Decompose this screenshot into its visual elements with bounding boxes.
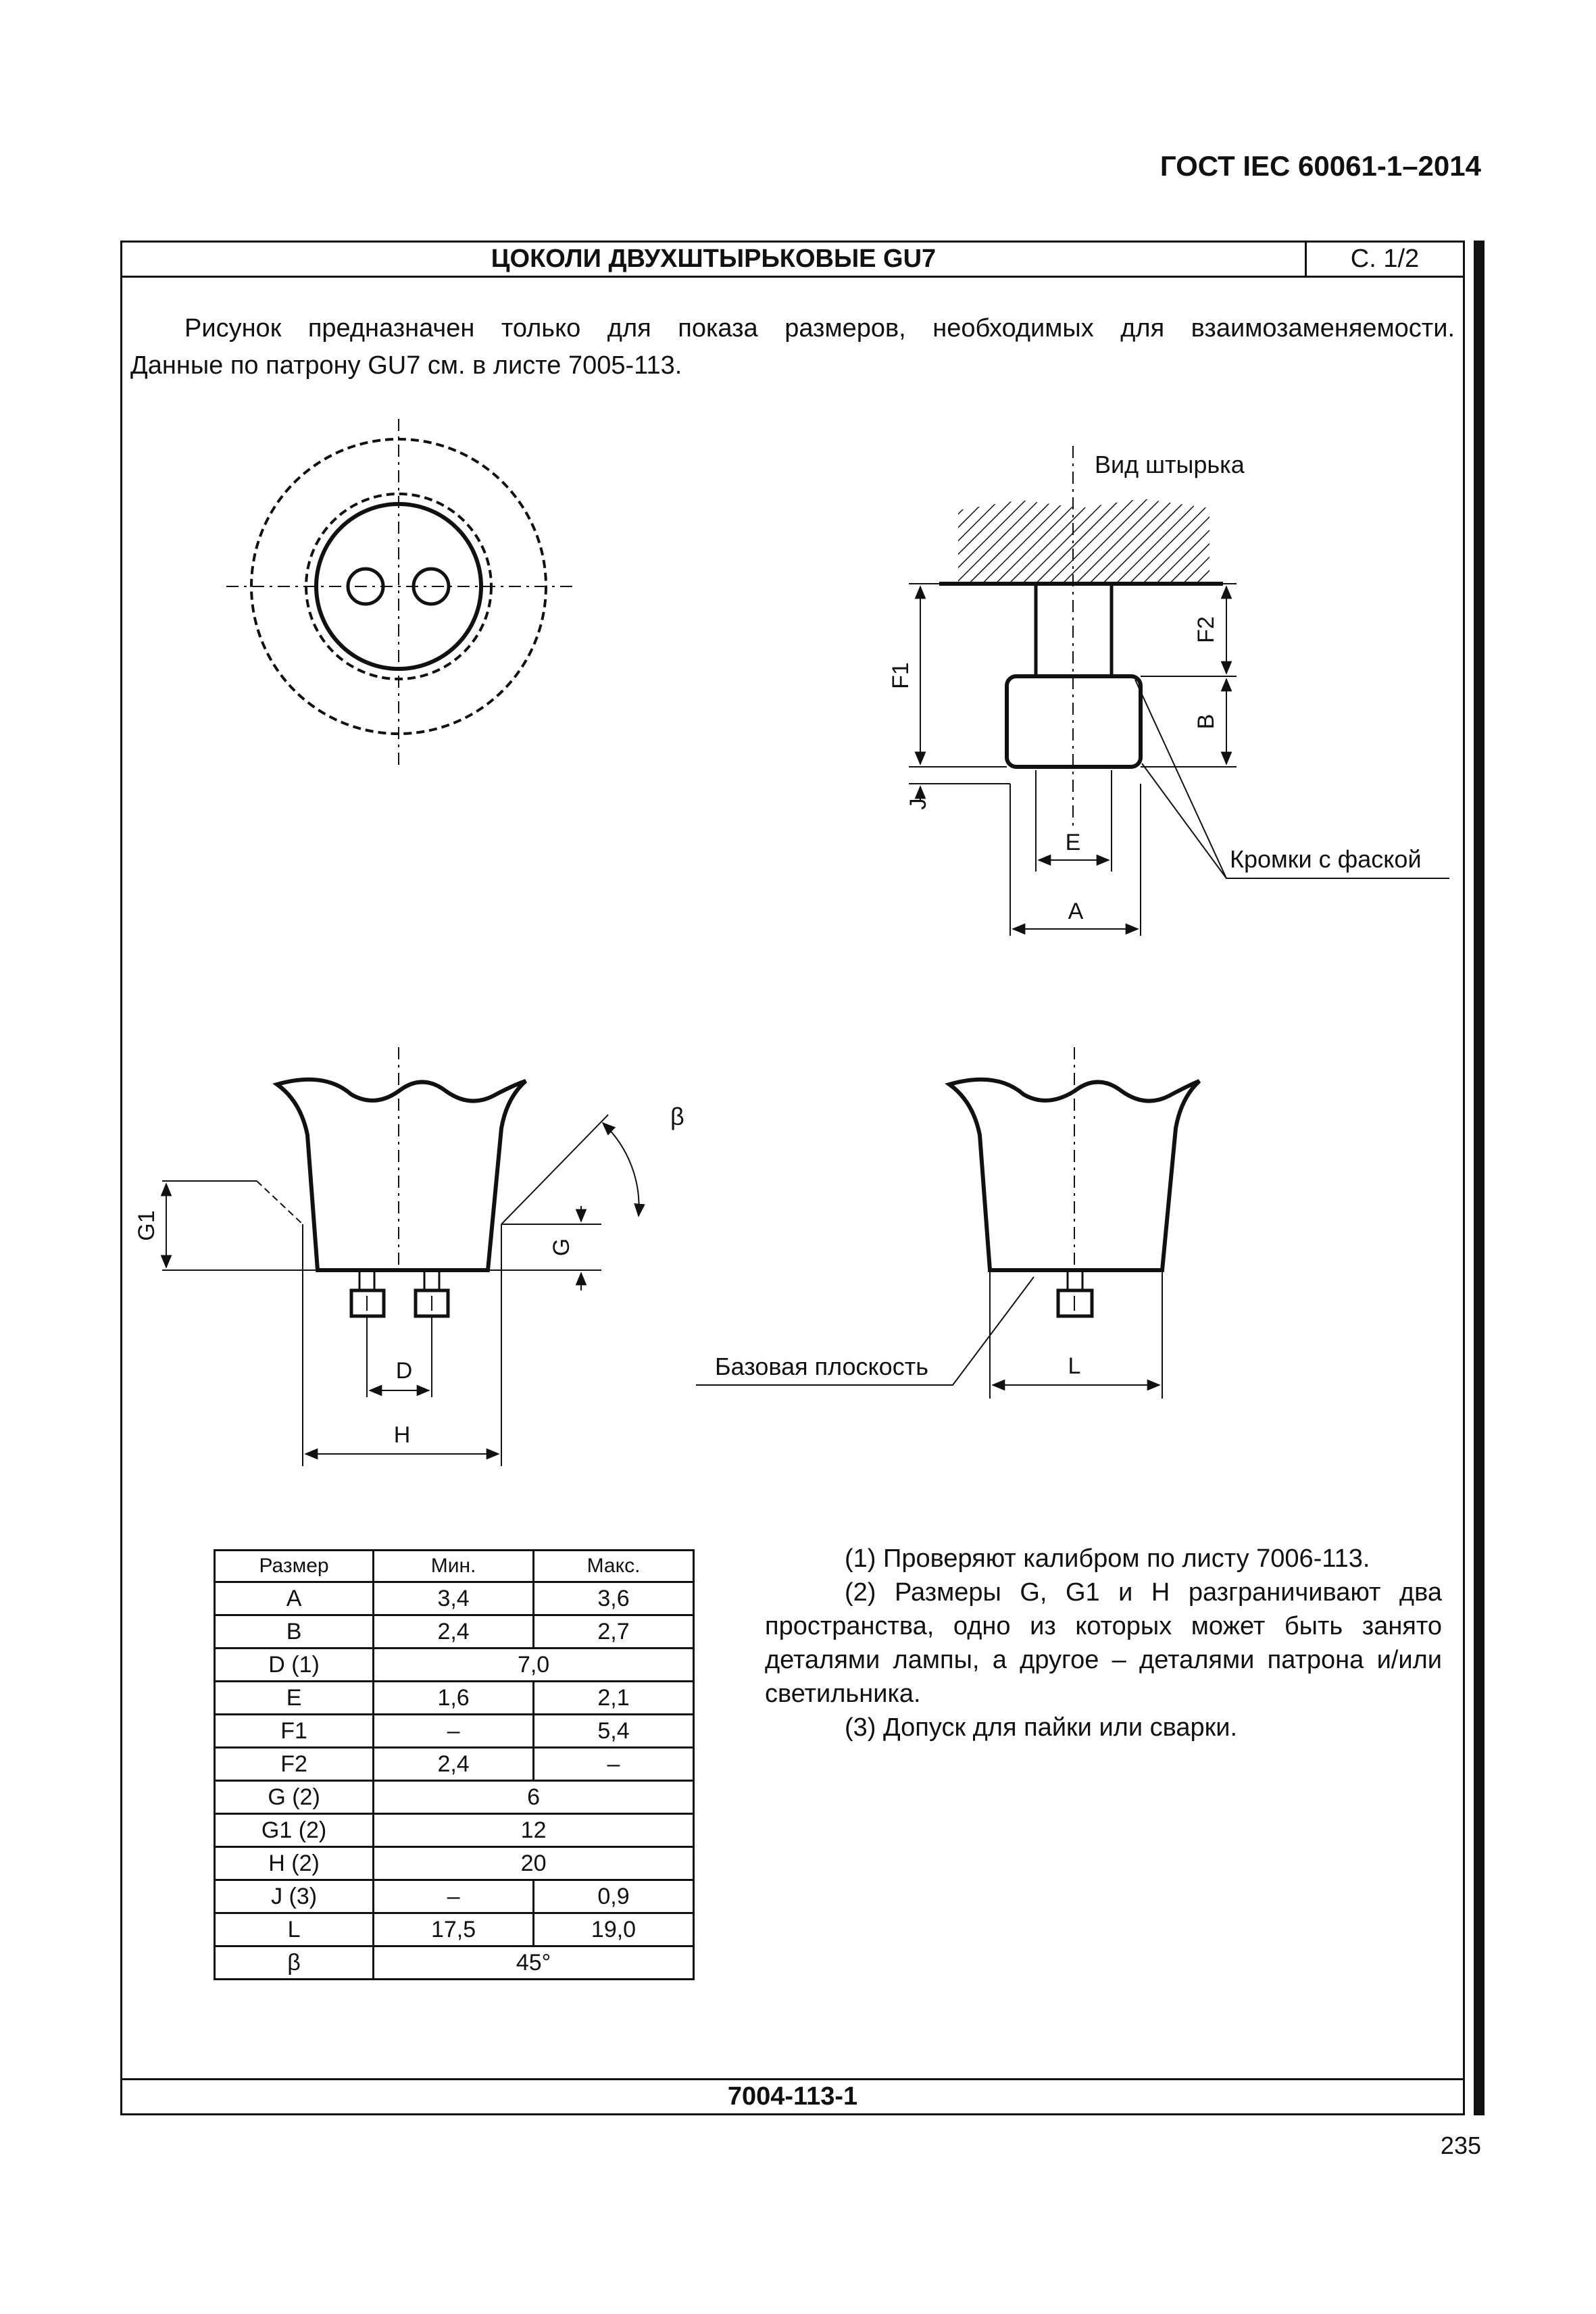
- row-max: 5,4: [534, 1715, 694, 1748]
- pin-view: [888, 446, 1449, 936]
- row-max: 2,7: [534, 1615, 694, 1649]
- row-max: –: [534, 1748, 694, 1781]
- dim-label-j: J: [905, 798, 931, 810]
- table-header-row: [215, 1551, 694, 1582]
- lamp-body-left: [277, 1080, 526, 1270]
- dim-label-a: A: [1068, 899, 1084, 924]
- row-size: L: [215, 1913, 374, 1946]
- row-max: 2,1: [534, 1682, 694, 1715]
- row-size: G (2): [215, 1781, 374, 1814]
- row-size: D (1): [215, 1649, 374, 1682]
- notes: [765, 1542, 1442, 1744]
- header-min: Мин.: [374, 1551, 534, 1582]
- row-min: 1,6: [374, 1682, 534, 1715]
- dim-label-e: E: [1065, 830, 1081, 855]
- table-row: [215, 1946, 694, 1980]
- row-value: 20: [374, 1847, 694, 1880]
- table-row: [215, 1615, 694, 1649]
- note-3: (3) Допуск для пайки или сварки.: [845, 1713, 1238, 1742]
- intro-line-2: Данные по патрону GU7 см. в листе 7005-113.: [130, 351, 682, 380]
- table-row: [215, 1847, 694, 1880]
- dim-label-f1: F1: [888, 662, 914, 689]
- chamfer-label: Кромки с фаской: [1230, 845, 1422, 873]
- row-min: 17,5: [374, 1913, 534, 1946]
- pin-view-label: Вид штырька: [1095, 451, 1245, 478]
- dim-label-f2: F2: [1193, 616, 1219, 643]
- table-row: [215, 1582, 694, 1615]
- header-max: Макс.: [534, 1551, 694, 1582]
- standard-number: ГОСТ IEC 60061-1–2014: [1159, 150, 1481, 182]
- sheet-number: С. 1/2: [1350, 245, 1420, 273]
- dim-label-d: D: [395, 1358, 413, 1384]
- note-1: (1) Проверяют калибром по листу 7006-113.: [845, 1544, 1370, 1573]
- dim-label-g1: G1: [134, 1210, 159, 1241]
- row-min: –: [374, 1880, 534, 1913]
- table-row: [215, 1715, 694, 1748]
- row-min: 2,4: [374, 1615, 534, 1649]
- intro-line-1: Рисунок предназначен только для показа размеров, необходимых для взаимозаменяемости.: [184, 314, 1455, 343]
- dim-label-h: H: [393, 1422, 411, 1448]
- row-size: β: [215, 1946, 374, 1980]
- sheet-title: ЦОКОЛИ ДВУХШТЫРЬКОВЫЕ GU7: [491, 245, 937, 273]
- dim-label-g: G: [549, 1238, 574, 1257]
- base-plane-label: Базовая плоскость: [715, 1353, 928, 1380]
- row-size: F2: [215, 1748, 374, 1781]
- dim-label-b: B: [1193, 713, 1219, 730]
- row-max: 3,6: [534, 1582, 694, 1615]
- row-value: 45°: [374, 1946, 694, 1980]
- side-view-right: [696, 1047, 1199, 1399]
- row-size: B: [215, 1615, 374, 1649]
- header-size: Размер: [215, 1551, 374, 1582]
- table-row: [215, 1814, 694, 1847]
- table-row: [215, 1880, 694, 1913]
- row-min: 3,4: [374, 1582, 534, 1615]
- row-size: J (3): [215, 1880, 374, 1913]
- row-size: E: [215, 1682, 374, 1715]
- row-size: G1 (2): [215, 1814, 374, 1847]
- row-value: 7,0: [374, 1649, 694, 1682]
- row-max: 19,0: [534, 1913, 694, 1946]
- table-row: [215, 1649, 694, 1682]
- dim-label-l: L: [1068, 1353, 1081, 1379]
- footer-code: 7004-113-1: [122, 2078, 1463, 2113]
- row-min: 2,4: [374, 1748, 534, 1781]
- row-size: F1: [215, 1715, 374, 1748]
- table-row: [215, 1748, 694, 1781]
- row-size: A: [215, 1582, 374, 1615]
- side-view-left: [134, 1047, 684, 1466]
- dim-label-beta: β: [670, 1103, 684, 1130]
- row-value: 6: [374, 1781, 694, 1814]
- table-row: [215, 1781, 694, 1814]
- row-min: –: [374, 1715, 534, 1748]
- top-view: [226, 419, 574, 770]
- table-row: [215, 1913, 694, 1946]
- page-number: 235: [1440, 2132, 1481, 2159]
- table-row: [215, 1682, 694, 1715]
- note-2: (2) Размеры G, G1 и H разграничивают два пространства, одно из которых может быть занято деталями лампы, а другое – деталями патрона и/или светильника.: [765, 1578, 1442, 1708]
- row-size: H (2): [215, 1847, 374, 1880]
- dimensions-table: [214, 1549, 695, 1980]
- row-value: 12: [374, 1814, 694, 1847]
- row-max: 0,9: [534, 1880, 694, 1913]
